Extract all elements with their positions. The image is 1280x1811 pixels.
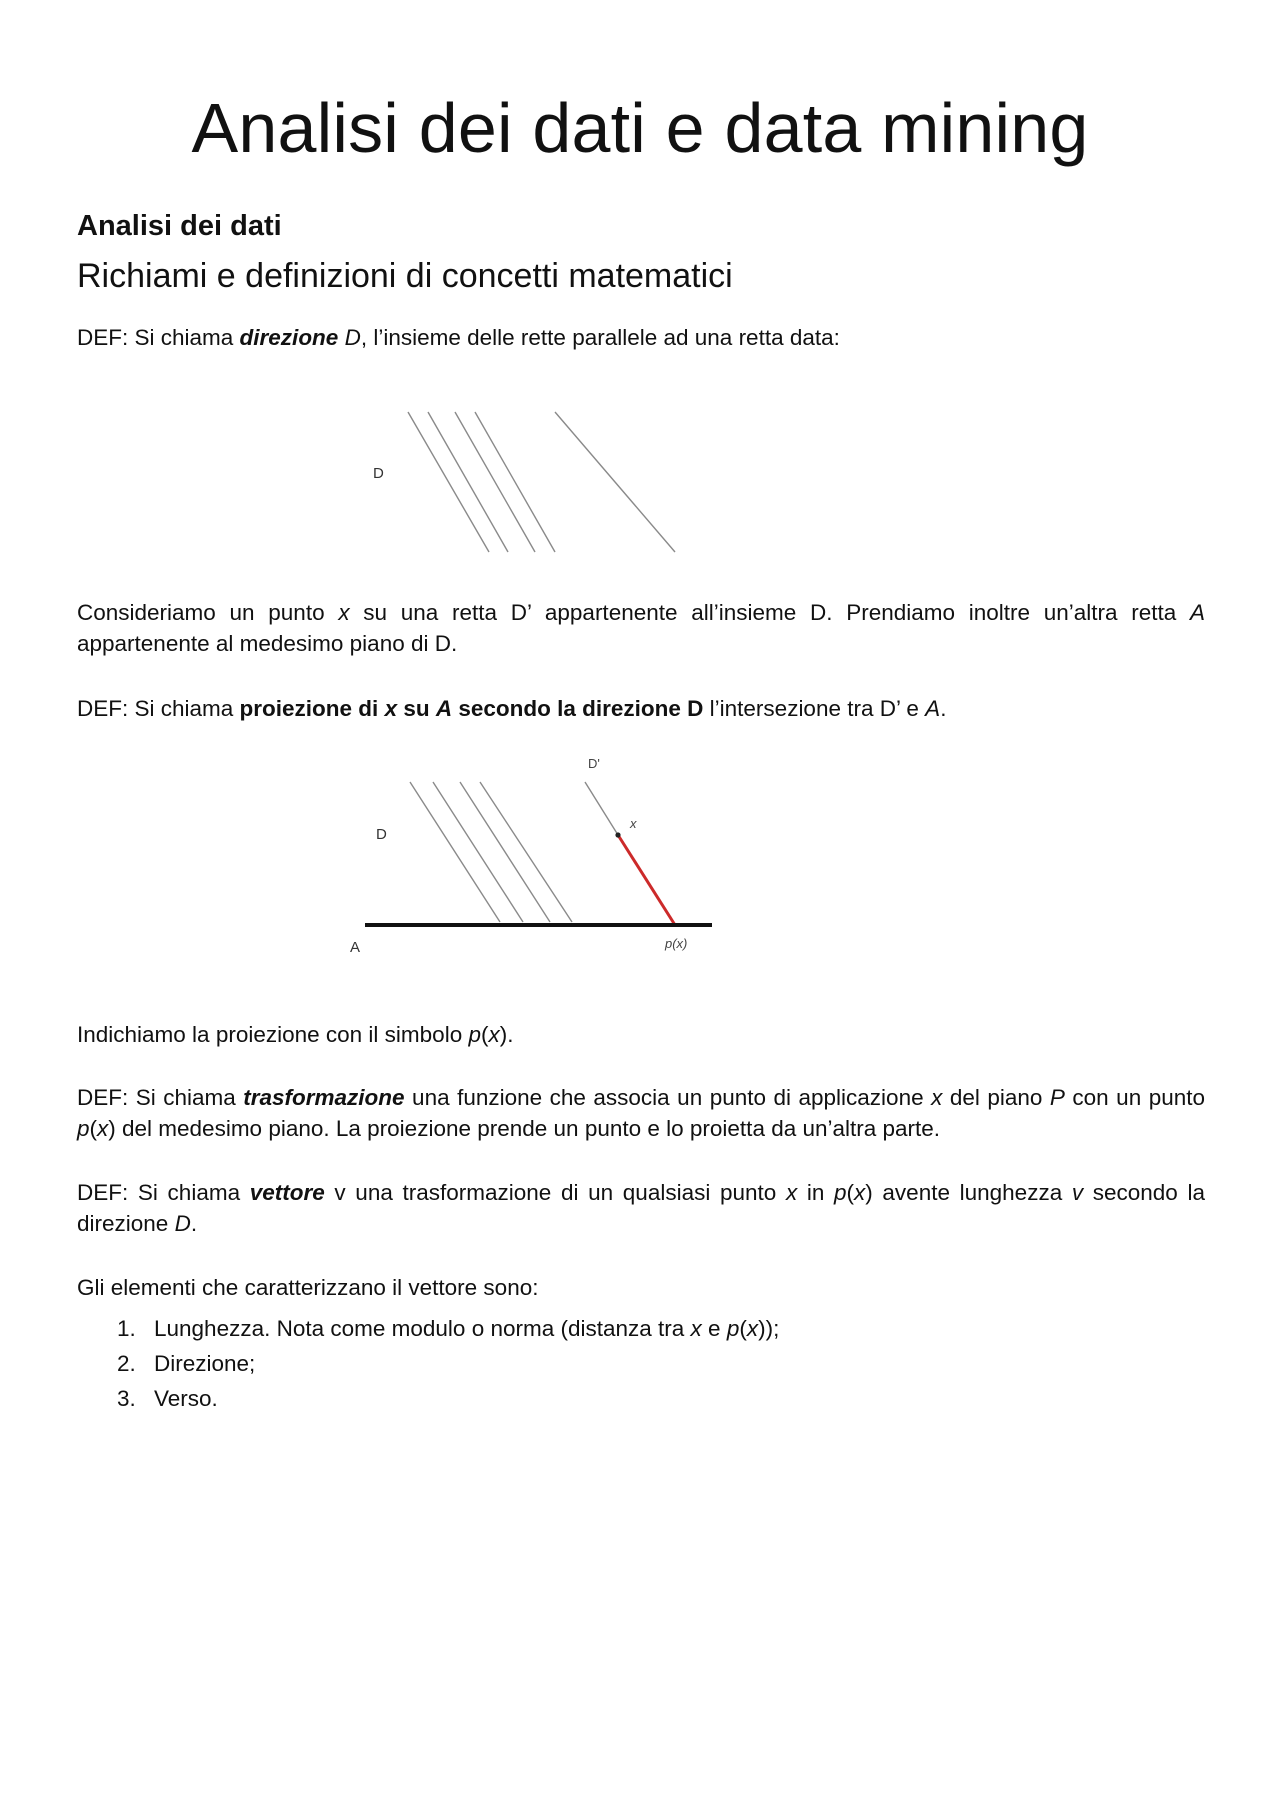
definition-direzione: DEF: Si chiama direzione D, l’insieme delle rette parallele ad una retta data: (77, 325, 840, 350)
term-vettore: vettore (249, 1180, 325, 1205)
parallel-line-4 (475, 412, 555, 552)
parallel-line-5 (555, 412, 675, 552)
paragraph-consideriamo: Consideriamo un punto x su una retta D’ appartenente all’insieme D. Prendiamo inoltre un’altra retta A appartenente al medesimo piano di D. (77, 600, 1205, 656)
parallel-line-4 (480, 782, 572, 922)
list-item: 3. Verso. (117, 1386, 218, 1411)
vector-elements-list (77, 1311, 779, 1416)
figure2-label-d: D (376, 826, 387, 843)
definition-proiezione: DEF: Si chiama proiezione di x su A secondo la direzione D l’intersezione tra D’ e A. (77, 696, 947, 721)
figure2-label-px: p(x) (665, 936, 688, 951)
paragraph-elementi: Gli elementi che caratterizzano il vettore sono: (77, 1275, 539, 1300)
definition-trasformazione: DEF: Si chiama trasformazione una funzione che associa un punto di applicazione x del piano P con un punto p(x) del medesimo piano. La proiezione prende un punto e lo proietta da un’altra parte. (77, 1085, 1206, 1141)
list-item: 2. Direzione; (117, 1351, 256, 1376)
figure2-label-a: A (350, 939, 361, 956)
definition-vettore: DEF: Si chiama vettore v una trasformazione di un qualsiasi punto x in p(x) avente lunghezza v secondo la direzione D. (77, 1180, 1205, 1236)
paragraph-indichiamo: Indichiamo la proiezione con il simbolo p(x). (77, 1022, 514, 1047)
parallel-line-3 (455, 412, 535, 552)
figure-direction-lines (360, 400, 690, 570)
term-proiezione: proiezione di x su A secondo la direzione D (239, 696, 704, 721)
term-direzione: direzione (239, 325, 339, 350)
parallel-line-3 (460, 782, 550, 922)
section-heading: Analisi dei dati (77, 210, 282, 242)
page-title: Analisi dei dati e data mining (191, 89, 1089, 167)
figure-projection (340, 750, 720, 965)
parallel-line-2 (428, 412, 508, 552)
projection-segment (618, 835, 675, 925)
list-item: 1. Lunghezza. Nota come modulo o norma (distanza tra x e p(x)); (117, 1316, 780, 1341)
parallel-line-1 (408, 412, 489, 552)
line-d-prime (585, 782, 618, 835)
term-trasformazione: trasformazione (243, 1085, 405, 1110)
figure2-label-d-prime: D' (588, 756, 600, 771)
point-x (615, 832, 620, 837)
figure1-label-d: D (373, 465, 384, 482)
parallel-line-1 (410, 782, 500, 922)
section-subheading: Richiami e definizioni di concetti matematici (77, 257, 733, 295)
parallel-line-2 (433, 782, 523, 922)
figure2-label-x: x (630, 816, 637, 831)
